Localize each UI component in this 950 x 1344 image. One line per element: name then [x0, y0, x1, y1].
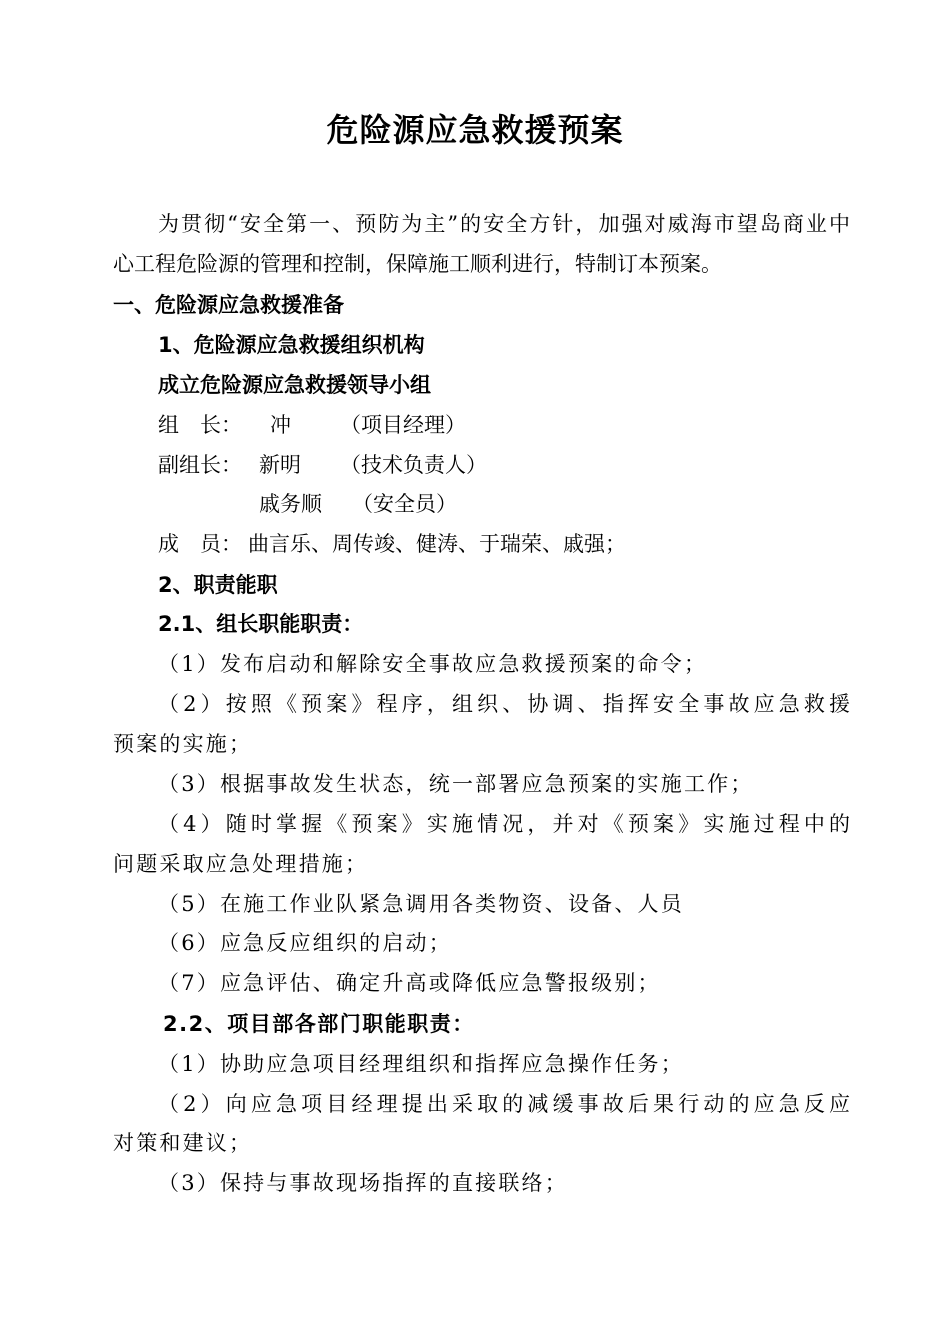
duty-2-1-item: （7）应急评估、确定升高或降低应急警报级别； [158, 971, 661, 995]
duty-2-2-heading: 2.2、项目部各部门职能职责： [163, 1012, 475, 1036]
duty-2-1-item: （4）随时掌握《预案》实施情况，并对《预案》实施过程中的 [158, 812, 850, 836]
duty-2-1-heading: 2.1、组长职能职责： [158, 612, 364, 636]
duty-2-2-item: （3）保持与事故现场指挥的直接联络； [158, 1171, 568, 1195]
duty-2-2-item: 对策和建议； [113, 1131, 253, 1155]
subsection-1-heading: 1、危险源应急救援组织机构 [158, 333, 425, 357]
deputy-name: 新明 [259, 453, 301, 477]
leader-role: （项目经理） [340, 413, 466, 437]
section-1-heading: 一、危险源应急救援准备 [113, 293, 344, 317]
duty-2-2-item: （2）向应急项目经理提出采取的减缓事故后果行动的应急反应 [158, 1092, 850, 1116]
leader-name: 冲 [270, 413, 291, 437]
document-title: 危险源应急救援预案 [326, 111, 624, 149]
intro-line-2: 心工程危险源的管理和控制，保障施工顺利进行，特制订本预案。 [113, 252, 722, 276]
deputy2-name: 戚务顺 [259, 492, 322, 516]
subsection-2-heading: 2、职责能职 [158, 573, 278, 597]
deputy2-role: （安全员） [352, 492, 457, 516]
group-heading: 成立危险源应急救援领导小组 [158, 373, 431, 397]
duty-2-1-item: 预案的实施； [113, 732, 253, 756]
duty-2-1-item: （2）按照《预案》程序，组织、协调、指挥安全事故应急救援 [158, 692, 850, 716]
leader-label: 组 长： [158, 413, 242, 437]
duty-2-1-item: （5）在施工作业队紧急调用各类物资、设备、人员 [158, 892, 684, 916]
members-names: 曲言乐、周传竣、健涛、于瑞荣、戚强； [248, 532, 626, 556]
duty-2-1-item: （3）根据事故发生状态，统一部署应急预案的实施工作； [158, 772, 754, 796]
deputy-label: 副组长： [158, 453, 242, 477]
duty-2-1-item: （6）应急反应组织的启动； [158, 931, 452, 955]
deputy-role: （技术负责人） [340, 453, 487, 477]
intro-line-1: 为贯彻“安全第一、预防为主”的安全方针，加强对威海市望岛商业中 [158, 212, 850, 236]
duty-2-2-item: （1）协助应急项目经理组织和指挥应急操作任务； [158, 1052, 684, 1076]
duty-2-1-item: 问题采取应急处理措施； [113, 852, 369, 876]
duty-2-1-item: （1）发布启动和解除安全事故应急救援预案的命令； [158, 652, 708, 676]
members-label: 成 员： [158, 532, 242, 556]
